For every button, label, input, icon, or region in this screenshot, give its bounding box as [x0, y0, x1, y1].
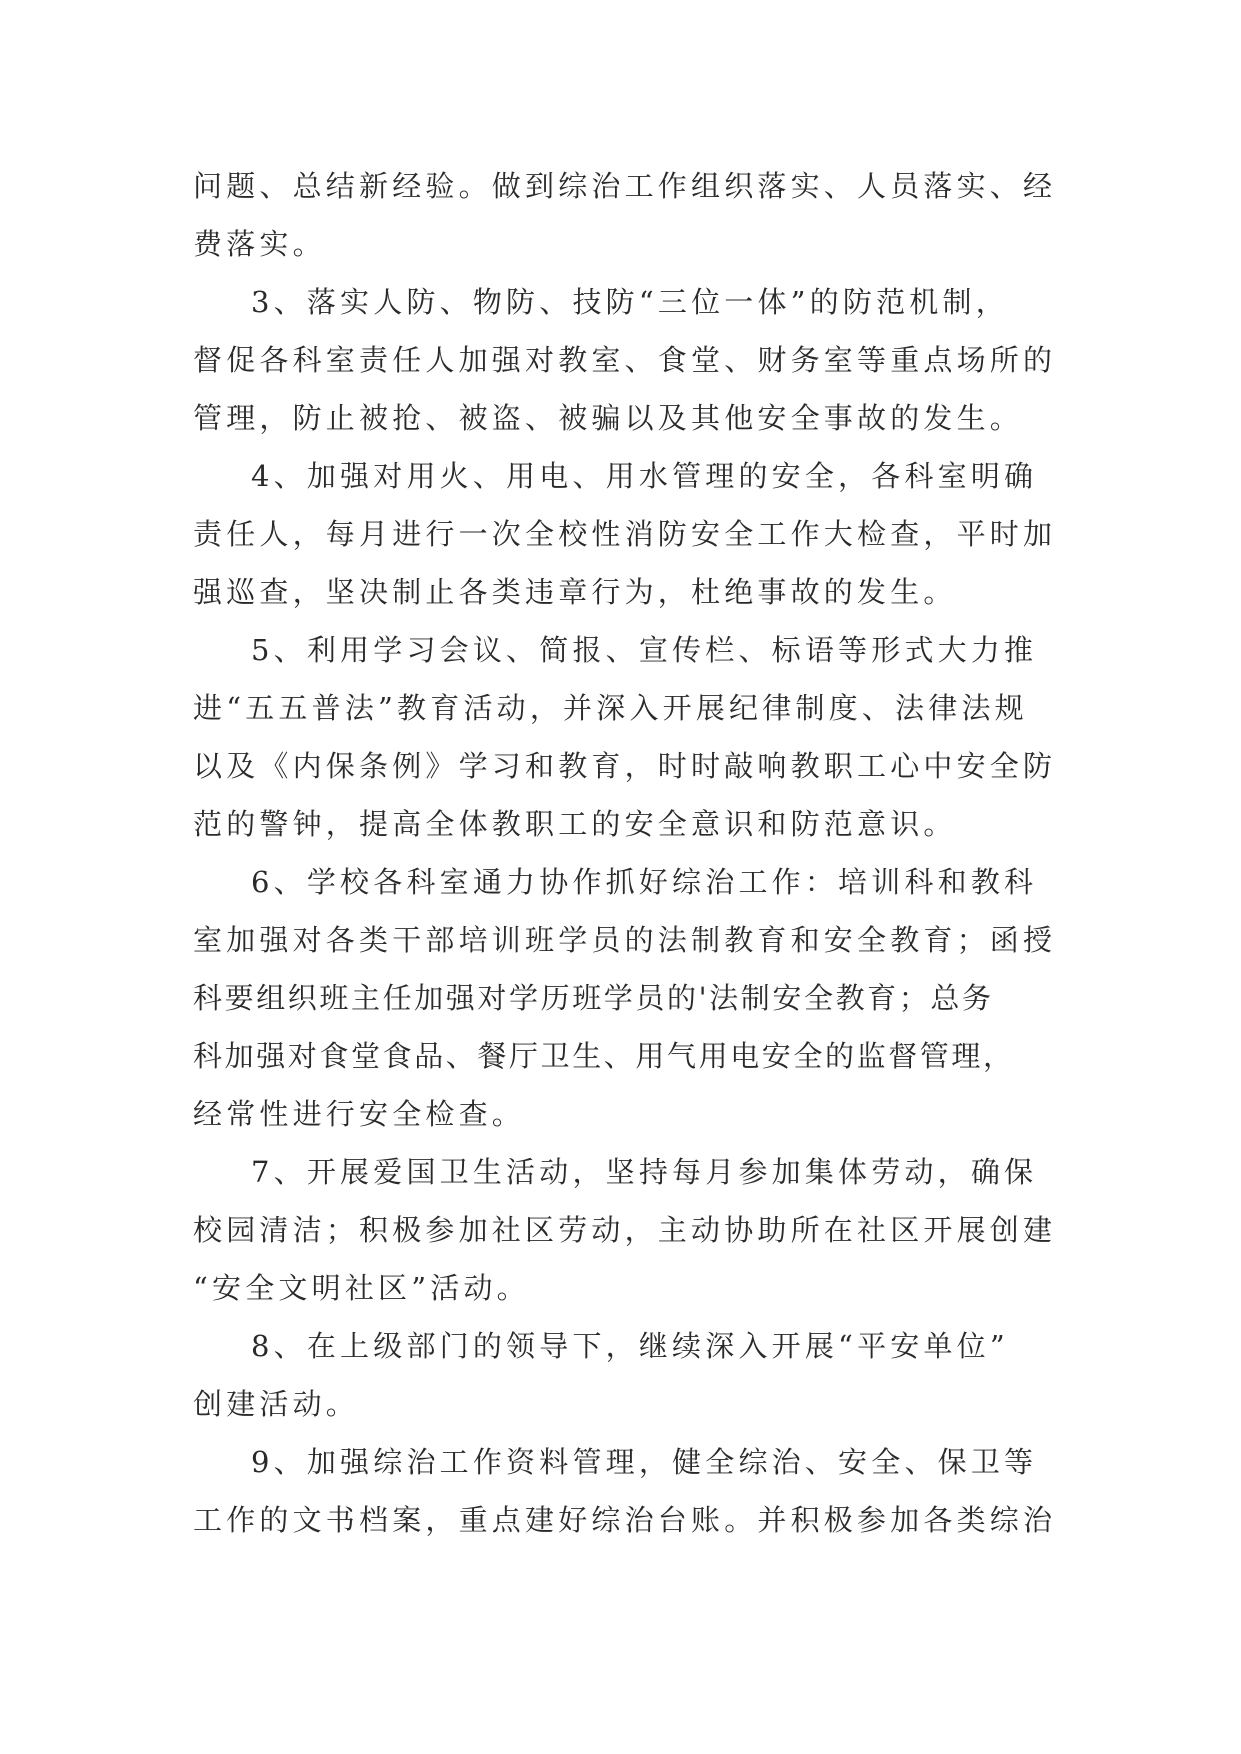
paragraph-9-first-line: 9、加强综治工作资料管理，健全综治、安全、保卫等: [251, 1445, 1038, 1479]
text-line: 范的警钟，提高全体教职工的安全意识和防范意识。: [193, 807, 957, 841]
text-line: 室加强对各类干部培训班学员的法制教育和安全教育；函授: [193, 923, 1057, 957]
text-line: 管理，防止被抢、被盗、被骗以及其他安全事故的发生。: [193, 401, 1024, 435]
text-line: 以及《内保条例》学习和教育，时时敲响教职工心中安全防: [193, 749, 1057, 783]
text-line: 经常性进行安全检查。: [193, 1097, 526, 1131]
paragraph-7-first-line: 7、开展爱国卫生活动，坚持每月参加集体劳动，确保: [251, 1155, 1038, 1189]
document-body: [193, 157, 1059, 1549]
text-line: 科要组织班主任加强对学历班学员的'法制安全教育；总务: [193, 981, 994, 1015]
paragraph-8-first-line: 8、在上级部门的领导下，继续深入开展“平安单位”: [251, 1329, 1009, 1363]
text-line: 强巡查，坚决制止各类违章行为，杜绝事故的发生。: [193, 575, 957, 609]
text-line: 校园清洁；积极参加社区劳动，主动协助所在社区开展创建: [193, 1213, 1057, 1247]
text-line: 科加强对食堂食品、餐厅卫生、用气用电安全的监督管理，: [193, 1039, 1015, 1073]
text-line: 工作的文书档案，重点建好综治台账。并积极参加各类综治: [193, 1503, 1057, 1537]
text-line: 创建活动。: [193, 1387, 360, 1421]
text-line: 责任人，每月进行一次全校性消防安全工作大检查，平时加: [193, 517, 1057, 551]
text-line: 督促各科室责任人加强对教室、食堂、财务室等重点场所的: [193, 343, 1057, 377]
text-line: 进“五五普法”教育活动，并深入开展纪律制度、法律法规: [193, 691, 1028, 725]
text-line: 问题、总结新经验。做到综治工作组织落实、人员落实、经: [193, 169, 1057, 203]
paragraph-4-first-line: 4、加强对用火、用电、用水管理的安全，各科室明确: [251, 459, 1038, 493]
text-line: “安全文明社区”活动。: [193, 1271, 530, 1305]
text-line: 费落实。: [193, 227, 326, 261]
paragraph-3-first-line: 3、落实人防、物防、技防“三位一体”的防范机制，: [251, 285, 1009, 319]
paragraph-6-first-line: 6、学校各科室通力协作抓好综治工作：培训科和教科: [251, 865, 1038, 899]
paragraph-5-first-line: 5、利用学习会议、简报、宣传栏、标语等形式大力推: [251, 633, 1038, 667]
